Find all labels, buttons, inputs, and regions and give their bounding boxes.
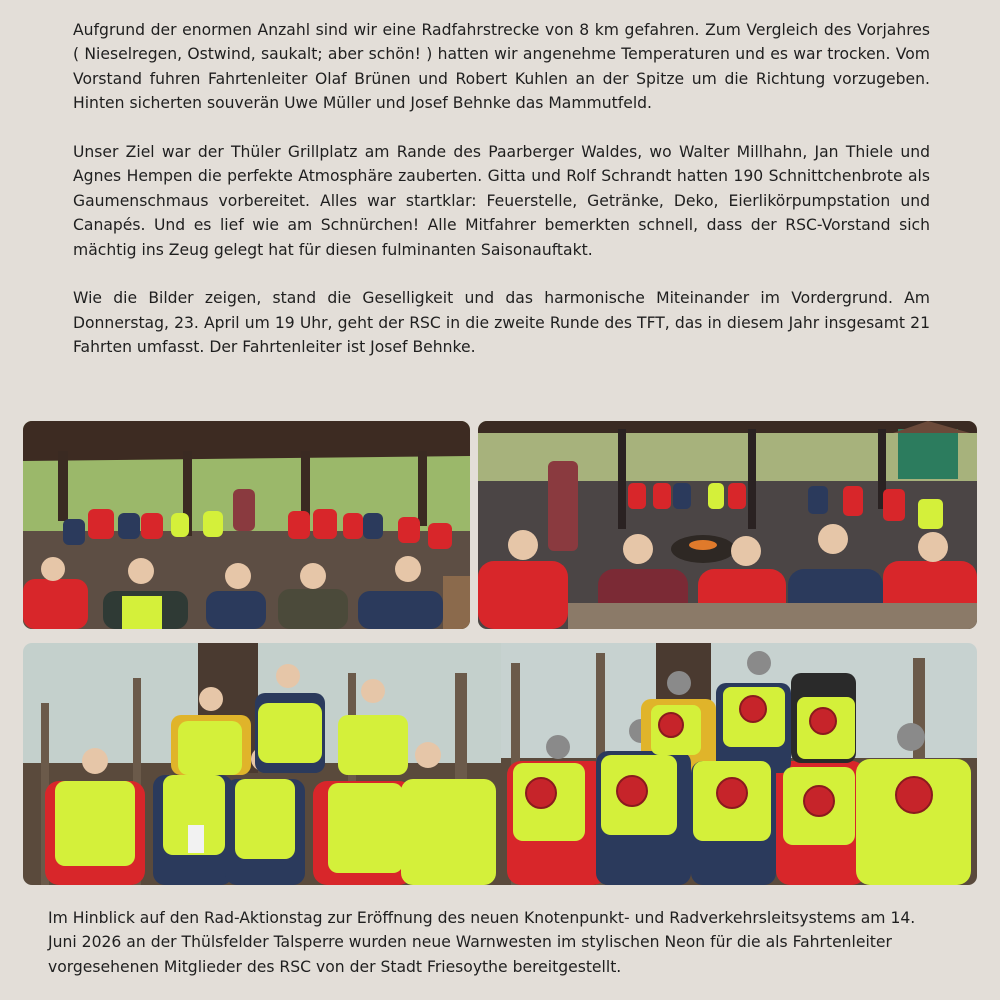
paragraph-1: Aufgrund der enormen Anzahl sind wir eine Radfahrstrecke von 8 km gefahren. Zum Vergleich des Vorjahres ( Nieselregen, Ostwind, saukalt; aber schön! ) hatten wir angenehme Temperaturen und es war trocken. Vom Vorstand fuhren Fahrtenleiter Olaf Brünen und Robert Kuhlen an der Spitze um die Richtung vorzugeben. Hinten sicherten souverän Uwe Müller und Josef Behnke das Mammutfeld. <box>73 21 930 113</box>
photo-fire-pit <box>478 421 977 629</box>
paragraph-2: Unser Ziel war der Thüler Grillplatz am Rande des Paarberger Waldes, wo Walter Millhahn, Jan Thiele und Agnes Hempen die perfekte Atmosphäre zauberten. Gitta und Rolf Schrandt hatten 190 Schnittchenbrote als Gaumenschmaus vorbereitet. Alles war startklar: Feuerstelle, Getränke, Deko, Eierlikörpumpstation und Canapés. Und es lief wie am Schnürchen! Alle Mitfahrer bemerkten schnell, dass der RSC-Vorstand sich mächtig ins Zeug gelegt hat für diesen fulminanten Saisonauftakt. <box>73 143 930 259</box>
paragraph-3: Wie die Bilder zeigen, stand die Geselligkeit und das harmonische Miteinander im Vordergrund. Am Donnerstag, 23. April um 19 Uhr, geht der RSC in die zweite Runde des TFT, das in diesem Jahr insgesamt 21 Fahrten umfasst. Der Fahrtenleiter ist Josef Behnke. <box>73 289 930 357</box>
photo-vests-front <box>23 643 501 885</box>
footer-paragraph: Im Hinblick auf den Rad-Aktionstag zur Eröffnung des neuen Knotenpunkt- und Radverkehrsleitsystems am 14. Juni 2026 an der Thülsfelder Talsperre wurden neue Warnwesten im stylischen Neon für die als Fahrtenleiter vorgesehenen Mitglieder des RSC von der Stadt Friesoythe bereitgestellt. <box>48 909 916 976</box>
article-body <box>73 18 930 384</box>
photo-vests-back <box>501 643 977 885</box>
photo-pavilion-group <box>23 421 470 629</box>
